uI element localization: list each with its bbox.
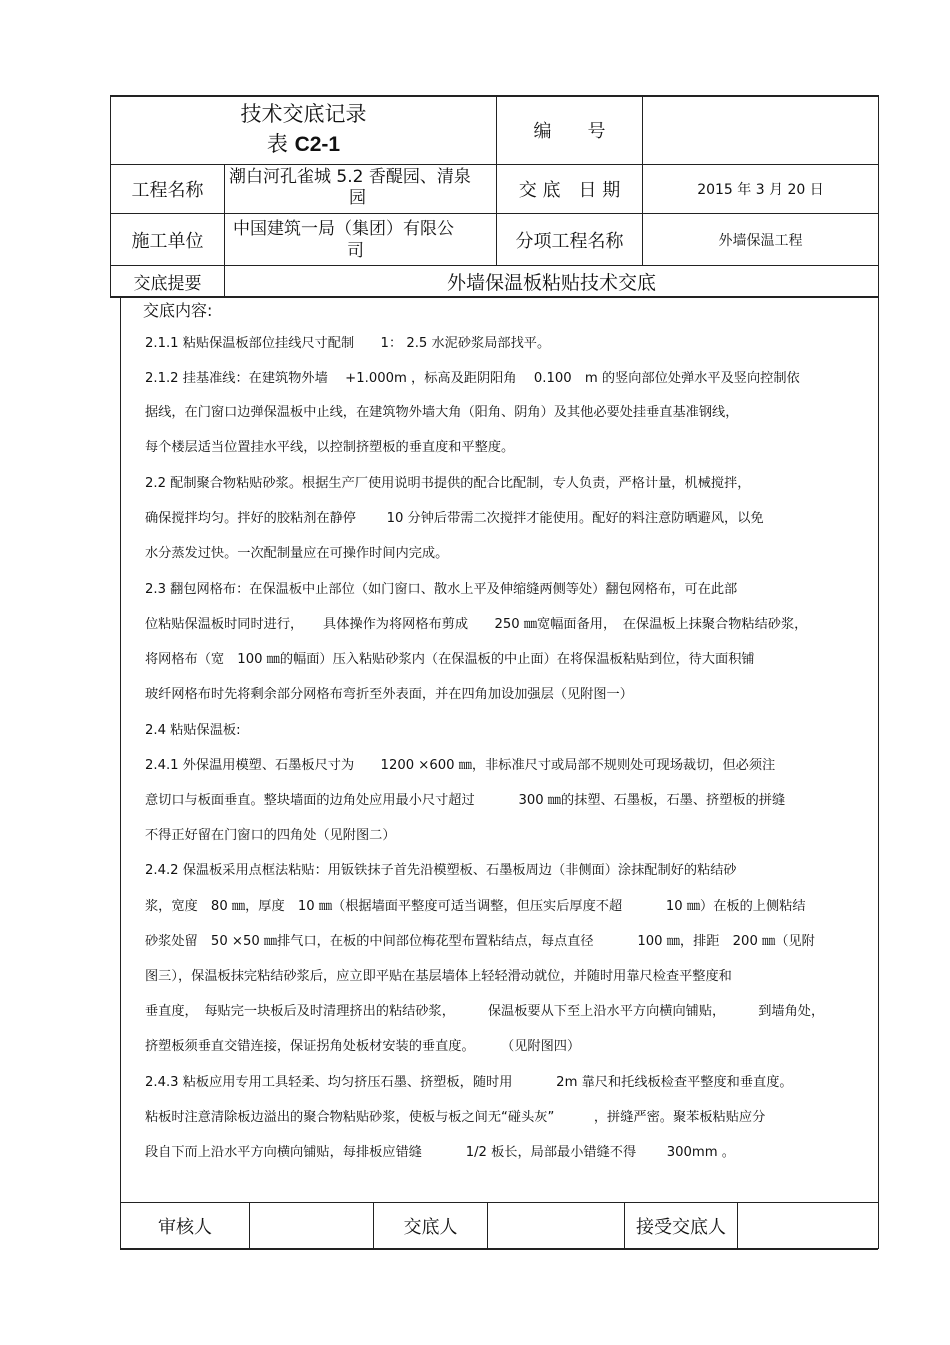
content-line: 2.4.2 保温板采用点框法粘贴：用钣铁抹子首先沿模塑板、石墨板周边（非侧面）涂抹配制好的粘结砂 [145, 863, 737, 878]
content-heading: 交底内容: [143, 301, 213, 320]
content-line: 2.4.1 外保温用模塑、石墨板尺寸为 1200 ×600 ㎜，非标准尺寸或局部不规则处可现场裁切，但必须注 [145, 758, 776, 773]
content-line: 段自下而上沿水平方向横向铺贴，每排板应错缝 1/2 板长，局部最小错缝不得 300mm 。 [145, 1145, 735, 1160]
content-line: 粘板时注意清除板边溢出的聚合物粘贴砂浆，使板与板之间无“碰头灰” ，拼缝严密。聚苯板粘贴应分 [145, 1110, 766, 1125]
contractor-value: 中国建筑一局（集团）有限公 司 [233, 219, 454, 261]
receiver-label: 接受交底人 [636, 1216, 726, 1238]
discloser-signature-field[interactable] [488, 1203, 624, 1248]
content-line: 2.2 配制聚合物粘贴砂浆。根据生产厂使用说明书提供的配合比配制，专人负责，严格计量，机械搅拌， [145, 476, 751, 491]
content-line: 玻纤网格布时先将剩余部分网格布弯折至外表面，并在四角加设加强层（见附图一） [145, 687, 633, 702]
date-label: 交 底 日 期 [518, 180, 621, 201]
content-line: 2.4.3 粘板应用专用工具轻柔、均匀挤压石墨、挤塑板，随时用 2m 靠尺和托线板检查平整度和垂直度。 [145, 1075, 793, 1090]
content-line: 位粘贴保温板时同时进行， 具体操作为将网格布剪成 250 ㎜宽幅面备用， 在保温板上抹聚合物粘结砂浆， [145, 617, 808, 632]
content-line: 不得正好留在门窗口的四角处（见附图二） [145, 828, 396, 843]
content-line: 2.1.1 粘贴保温板部位挂线尺寸配制 1： 2.5 水泥砂浆局部找平。 [145, 336, 551, 351]
content-line: 每个楼层适当位置挂水平线，以控制挤塑板的垂直度和平整度。 [145, 440, 515, 455]
form-title-line1: 技术交底记录 [240, 102, 367, 126]
number-label: 编 号 [533, 121, 606, 142]
content-line: 将网格布（宽 100 ㎜的幅面）压入粘贴砂浆内（在保温板的中止面）在将保温板粘贴到位，待大面积铺 [145, 652, 755, 667]
content-line: 确保搅拌均匀。拌好的胶粘剂在静停 10 分钟后带需二次搅拌才能使用。配好的料注意防晒避风，以免 [145, 511, 764, 526]
receiver-signature-field[interactable] [738, 1203, 878, 1248]
content-line: 2.1.2 挂基准线：在建筑物外墙 +1.000m ，标高及距阴阳角 0.100 m 的竖向部位处弹水平及竖向控制依 [145, 371, 800, 386]
content-line: 据线，在门窗口边弹保温板中止线，在建筑物外墙大角（阳角、阴角）及其他必要处挂垂直基准钢线， [145, 405, 739, 420]
content-line: 意切口与板面垂直。整块墙面的边角处应用最小尺寸超过 300 ㎜的抹塑、石墨板，石墨、挤塑板的拼缝 [145, 793, 786, 808]
subproject-value: 外墙保温工程 [718, 232, 803, 249]
content-line: 浆，宽度 80 ㎜，厚度 10 ㎜（根据墙面平整度可适当调整，但压实后厚度不超 10 ㎜）在板的上侧粘结 [145, 899, 806, 914]
form-title-line2: 表 C2-1 [266, 132, 341, 156]
project-name-value: 潮白河孔雀城 5.2 香醍园、清泉 园 [229, 167, 471, 208]
content-line: 垂直度， 每贴完一块板后及时清理挤出的粘结砂浆， 保温板要从下至上沿水平方向横向铺贴， 到墙角处， [145, 1004, 825, 1019]
discloser-label: 交底人 [403, 1216, 458, 1238]
subproject-label: 分项工程名称 [515, 230, 624, 252]
number-value [643, 96, 878, 164]
form-title [111, 96, 496, 164]
summary-label: 交底提要 [133, 273, 202, 294]
content-line: 2.4 粘贴保温板: [145, 723, 241, 738]
content-line: 砂浆处留 50 ×50 ㎜排气口，在板的中间部位梅花型布置粘结点，每点直径 100 ㎜，排距 200 ㎜（见附 [145, 934, 815, 949]
reviewer-label: 审核人 [158, 1216, 212, 1238]
form-code: C2-1 [294, 133, 341, 156]
project-name-label: 工程名称 [131, 180, 204, 201]
content-line: 2.3 翻包网格布：在保温板中止部位（如门窗口、散水上平及伸缩缝两侧等处）翻包网格布，可在此部 [145, 582, 738, 597]
content-line: 挤塑板须垂直交错连接，保证拐角处板材安装的垂直度。 （见附图四） [145, 1039, 581, 1054]
content-line: 水分蒸发过快。一次配制量应在可操作时间内完成。 [145, 546, 449, 561]
content-line: 图三），保温板抹完粘结砂浆后，应立即平贴在基层墙体上轻轻滑动就位，并随时用靠尺检查平整度和 [145, 969, 732, 984]
summary-value: 外墙保温板粘贴技术交底 [446, 271, 656, 294]
contractor-label: 施工单位 [131, 230, 204, 252]
date-value: 2015 年 3 月 20 日 [697, 182, 824, 198]
reviewer-signature-field[interactable] [250, 1203, 373, 1248]
